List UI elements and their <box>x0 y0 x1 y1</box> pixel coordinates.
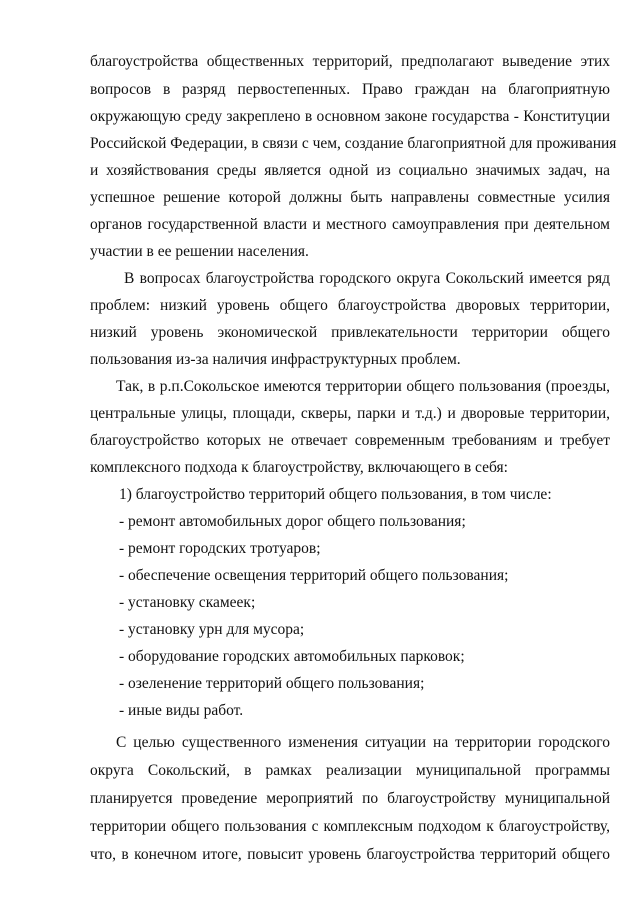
text-line: окружающую среду закреплено в основном законе государства - Конституции <box>90 108 610 125</box>
text-line: территории общего пользования с комплексным подходом к благоустройству, <box>90 818 610 835</box>
text-line: проблем: низкий уровень общего благоустройства дворовых территории, <box>90 297 610 314</box>
text-line: планируется проведение мероприятий по благоустройству муниципальной <box>90 790 610 807</box>
text-line: комплексного подхода к благоустройству, включающего в себя: <box>90 459 508 476</box>
text-line: вопросов в разряд первостепенных. Право граждан на благоприятную <box>90 81 610 98</box>
text-line: что, в конечном итоге, повысит уровень благоустройства территорий общего <box>90 846 610 863</box>
text-line: В вопросах благоустройства городского округа Сокольский имеется ряд <box>124 270 610 287</box>
text-line: Так, в р.п.Сокольское имеются территории общего пользования (проезды, <box>116 378 610 395</box>
text-line: округа Сокольский, в рамках реализации муниципальной программы <box>90 762 610 779</box>
list-item: - обеспечение освещения территорий общего пользования; <box>119 567 509 584</box>
list-item: - ремонт автомобильных дорог общего пользования; <box>119 513 466 530</box>
text-line: благоустройство которых не отвечает современным требованиям и требует <box>90 432 610 449</box>
text-line: успешное решение которой должны быть направлены совместные усилия <box>90 189 610 206</box>
text-line: благоустройства общественных территорий, предполагают выведение этих <box>90 53 610 70</box>
list-item: - установку скамеек; <box>119 594 256 611</box>
text-line: С целью существенного изменения ситуации на территории городского <box>116 734 610 751</box>
list-item: - ремонт городских тротуаров; <box>119 540 321 557</box>
list-item: - озеленение территорий общего пользования; <box>119 675 425 692</box>
list-item: - установку урн для мусора; <box>119 621 305 638</box>
list-item: - иные виды работ. <box>119 702 244 719</box>
list-item: - оборудование городских автомобильных парковок; <box>119 648 465 665</box>
list-heading: 1) благоустройство территорий общего пользования, в том числе: <box>119 486 552 503</box>
text-line: Российской Федерации, в связи с чем, создание благоприятной для проживания <box>90 135 617 152</box>
text-line: низкий уровень экономической привлекательности территории общего <box>90 324 610 341</box>
text-line: и хозяйствования среды является одной из социально значимых задач, на <box>90 162 610 179</box>
text-line: центральные улицы, площади, скверы, парки и т.д.) и дворовые территории, <box>90 405 610 422</box>
text-line: органов государственной власти и местного самоуправления при деятельном <box>90 216 610 233</box>
text-line: пользования из-за наличия инфраструктурных проблем. <box>90 351 461 368</box>
text-line: участии в ее решении населения. <box>90 243 309 260</box>
